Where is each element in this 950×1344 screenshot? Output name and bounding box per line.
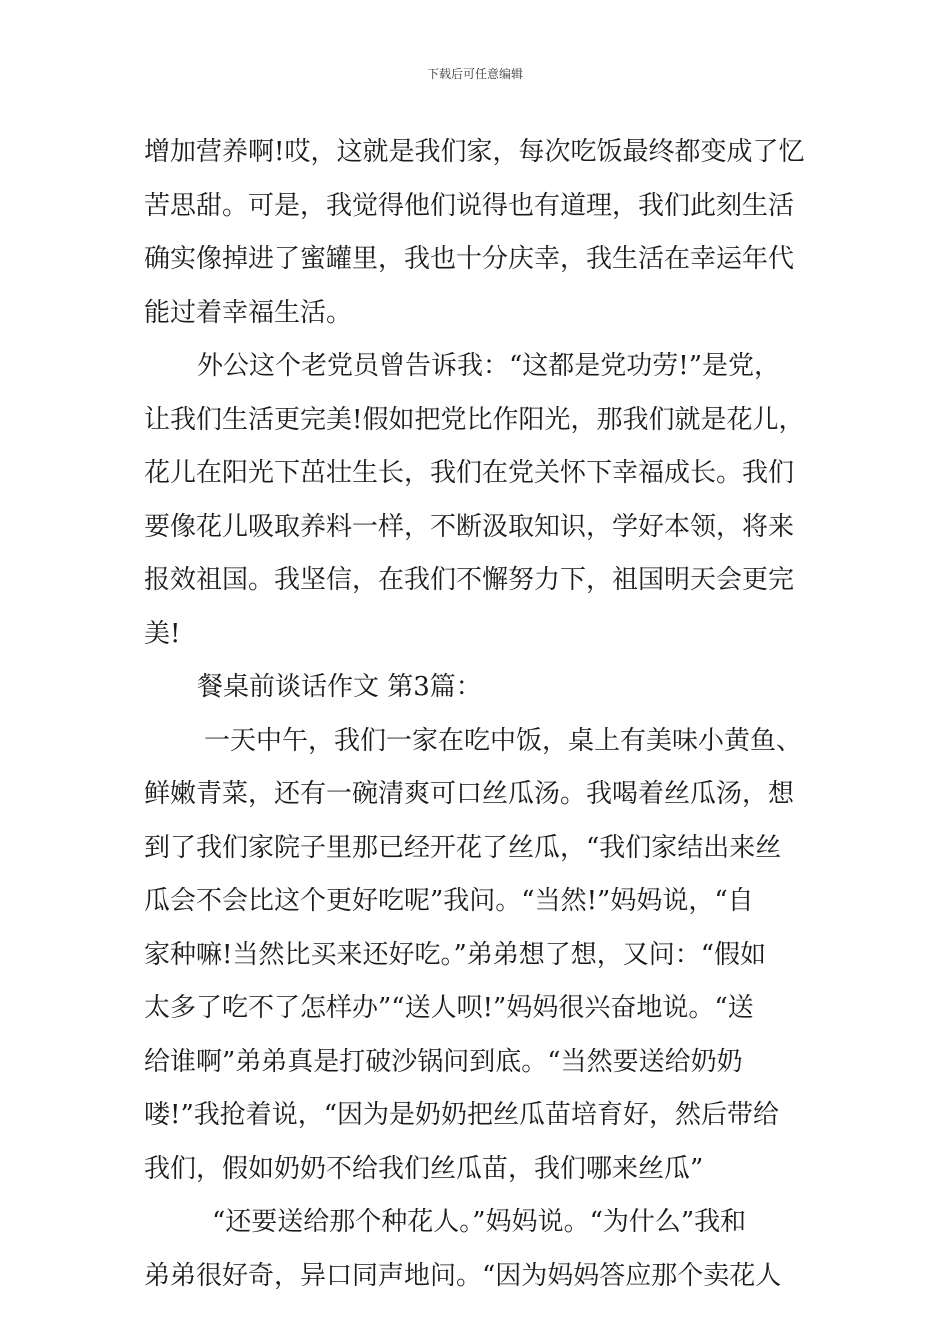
page-header: 下载后可任意编辑 — [426, 67, 523, 81]
text-line: 鲜嫩青菜，还有一碗清爽可口丝瓜汤。我喝着丝瓜汤，想 — [144, 779, 795, 809]
text-line: 让我们生活更完美!假如把党比作阳光，那我们就是花儿， — [144, 404, 805, 435]
paragraph-first-line: 外公这个老党员曾告诉我：“这都是党功劳!”是党， — [197, 351, 781, 381]
text-line: 能过着幸福生活。 — [144, 297, 353, 328]
paragraph-first-line: 一天中午，我们一家在吃中饭，桌上有美味小黄鱼、 — [204, 725, 803, 756]
text-line: 到了我们家院子里那已经开花了丝瓜，“我们家结出来丝 — [144, 832, 782, 863]
document-body — [144, 126, 808, 1303]
text-line: 瓜会不会比这个更好吃呢”我问。“当然!”妈妈说，“自 — [144, 886, 754, 916]
text-line: 弟弟很好奇，异口同声地问。“因为妈妈答应那个卖花人 — [144, 1260, 782, 1291]
text-line: 美! — [144, 618, 181, 649]
text-line: 喽!”我抢着说，“因为是奶奶把丝瓜苗培育好，然后带给 — [144, 1100, 780, 1130]
text-line: 太多了吃不了怎样办”“送人呗!”妈妈很兴奋地说。“送 — [144, 993, 754, 1023]
section-heading: 餐桌前谈话作文 第3篇： — [197, 672, 482, 702]
text-line: 家种嘛!当然比买来还好吃。”弟弟想了想，又问：“假如 — [144, 939, 767, 970]
text-line: 苦思甜。可是，我觉得他们说得也有道理，我们此刻生活 — [144, 190, 795, 221]
text-line: 给谁啊”弟弟真是打破沙锅问到底。“当然要送给奶奶 — [144, 1046, 743, 1077]
text-line: 报效祖国。我坚信，在我们不懈努力下，祖国明天会更完 — [144, 565, 795, 595]
paragraph-first-line: “还要送给那个种花人。”妈妈说。“为什么”我和 — [212, 1207, 747, 1237]
text-line: 增加营养啊!哎，这就是我们家，每次吃饭最终都变成了忆 — [144, 137, 805, 167]
text-line: 确实像掉进了蜜罐里，我也十分庆幸，我生活在幸运年代 — [144, 244, 795, 274]
text-line: 要像花儿吸取养料一样，不断汲取知识，学好本领，将来 — [144, 511, 795, 542]
text-line: 我们，假如奶奶不给我们丝瓜苗，我们哪来丝瓜” — [144, 1153, 704, 1184]
text-line: 花儿在阳光下茁壮生长，我们在党关怀下幸福成长。我们 — [144, 458, 795, 488]
